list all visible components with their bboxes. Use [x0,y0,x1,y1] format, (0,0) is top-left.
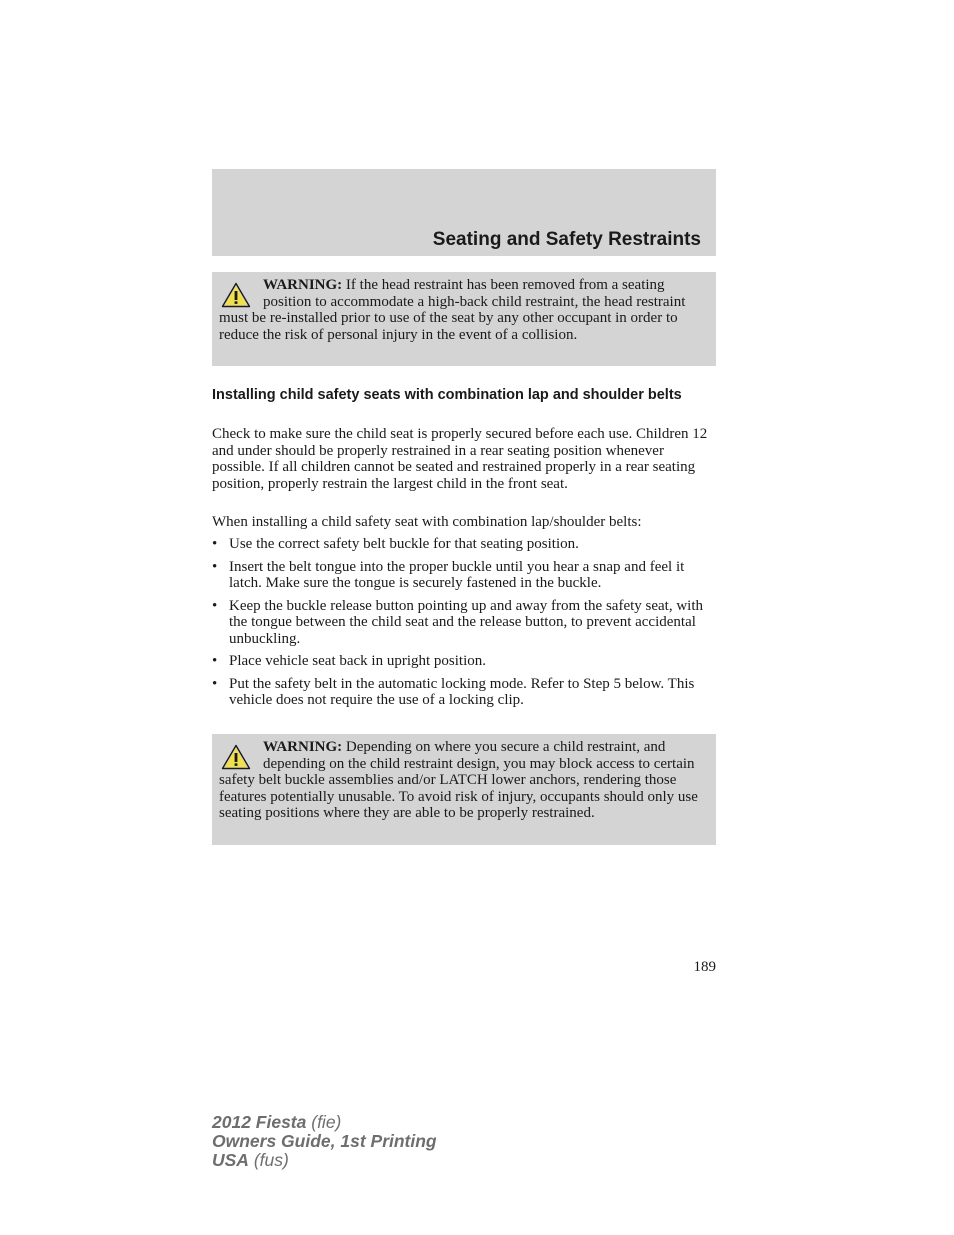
page-title: Seating and Safety Restraints [432,229,701,250]
instruction-list [212,536,716,715]
list-item: • Place vehicle seat back in upright position. [212,653,716,670]
warning-text: Depending on where you secure a child restraint, and depending on the child restraint design, you may block access to certain safety belt buckle assemblies and/or LATCH lower anchors, rendering those features potentially unusable. To avoid risk of injury, occupants should only use seating positions where they are able to be properly restrained. [219,739,698,821]
footer-model: 2012 Fiesta [212,1112,307,1132]
list-item: • Use the correct safety belt buckle for that seating position. [212,536,716,553]
warning-label: WARNING: [263,277,343,293]
footer-printing: Owners Guide, 1st Printing [212,1131,437,1151]
warning-text: If the head restraint has been removed from a seating position to accommodate a high-back child restraint, the head restraint must be re-installed prior to use of the seat by any other occupant in order to reduce the risk of personal injury in the event of a collision. [219,277,686,343]
body-paragraph: Check to make sure the child seat is properly secured before each use. Children 12 and under should be properly restrained in a rear seating position whenever possible. If all children cannot be seated and restrained properly in a rear seating position, properly restrain the largest child in the front seat. [212,426,708,492]
footer-market: USA [212,1150,249,1170]
warning-label: WARNING: [263,739,343,755]
list-item: • Keep the buckle release button pointing up and away from the safety seat, with the tongue between the child seat and the release button, to prevent accidental unbuckling. [212,598,716,648]
page-number: 189 [693,959,716,975]
list-item: • Insert the belt tongue into the proper buckle until you hear a snap and feel it latch. Make sure the tongue is securely fastened in the buckle. [212,559,716,592]
footer-model-line [212,1113,437,1132]
list-item: • Put the safety belt in the automatic locking mode. Refer to Step 5 below. This vehicle does not require the use of a locking clip. [212,676,716,709]
section-header-band [212,169,716,256]
body-paragraph: When installing a child safety seat with combination lap/shoulder belts: [212,514,642,530]
warning-triangle-icon [221,282,251,308]
footer-market-code: (fus) [248,1150,289,1170]
warning-box [212,734,716,845]
section-heading: Installing child safety seats with combination lap and shoulder belts [212,387,682,403]
footer-market-line [212,1151,437,1170]
document-footer [212,1113,437,1170]
footer-model-code: (fie) [306,1112,342,1132]
warning-triangle-icon [221,744,251,770]
warning-box [212,272,716,366]
